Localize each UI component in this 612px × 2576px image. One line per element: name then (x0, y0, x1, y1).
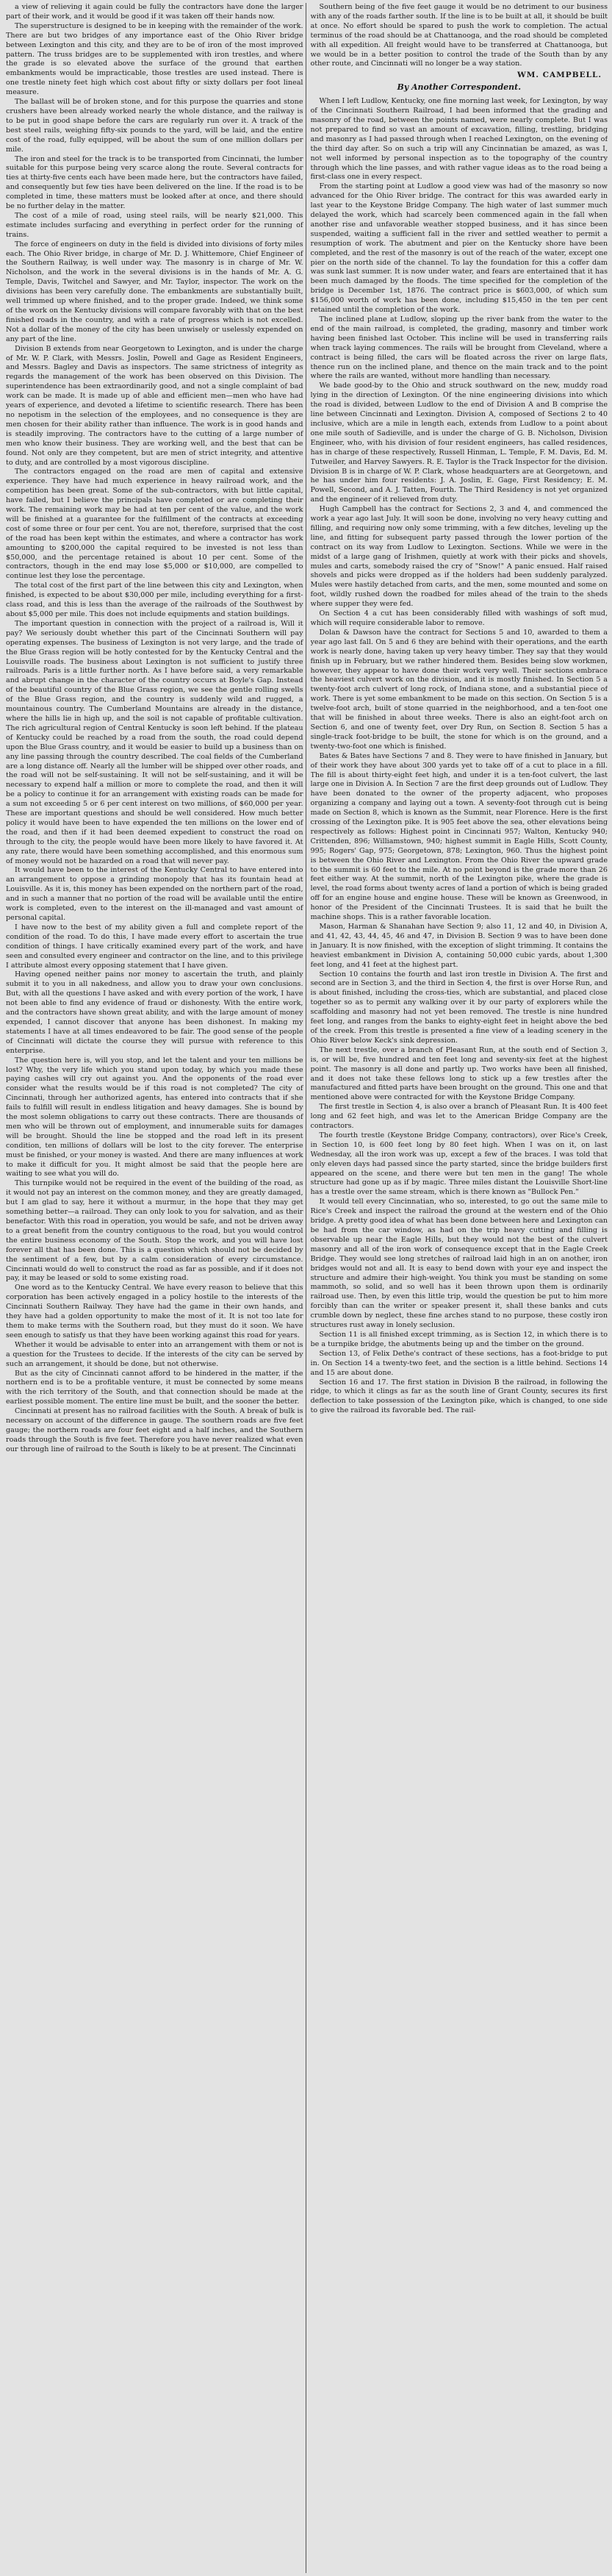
paragraph: Bates & Bates have Sections 7 and 8. They were to have finished in January, but of their work they have about 300 yards yet to take off of a cut to place in a fill. The fill is about thirty-eight feet high, and under it is a ten-foot culvert, the last large one in Division A. In Section 7 are the first deep grounds out of Ludlow. They have been donated to the owner of the property adjacent, who proposes organizing a company and laying out a town. A seventy-foot through cut is being made on Section 8, which is known as the Summit, near Florence. Here is the first crossing of the Lexington pike. It is 905 feet above the sea, other elevations being respectively as follows: Highest point in Cincinnati 957; Walton, Kentucky 940; Crittenden, 896; Williamstown, 940; highest summit in Eagle Hills, Scott County, 995; Rogers' Gap, 975; Georgetown, 878; Lexington, 960. Thus the highest point is between the Ohio River and Lexington. From the Ohio River the upward grade to the summit is 60 feet to the mile. At no point beyond is the grade more than 26 feet either way. At the summit, north of the Lexington pike, where the grade is level, the road forms about twenty acres of land a portion of which is being graded off for an engine house and engine house. These will be known as Greenwood, in honor of the President of the Cincinnati Trustees. It is said that he built the machine shops. This is a rather favorable location. (310, 751, 608, 922)
paragraph: The fourth trestle (Keystone Bridge Company, contractors), over Rice's Creek, in Section 10, is 600 feet long by 80 feet high. When I was on it, on last Wednesday, all the iron work was up, except a few of the braces. I was told that only eleven days had passed since the party started, since the bridge builders first appeared on the scene, and there were but ten men in the gang! The whole structure had gone up as if by magic. Three miles distant the Louisville Short-line has a trestle over the same stream, which is there known as "Bullock Pen." (310, 1131, 608, 1197)
right-column (311, 3, 608, 2576)
paragraph: Southern being of the five feet gauge it would be no detriment to our business with any of the roads farther south. If the line is to be built at all, it should be built at once. No effort should be spared to push the work to completion. The actual terminus of the road should be at Chattanooga, and the road should be completed with all expedition. All freight would have to be transferred at Chattanooga, but we would be in a better position to control the trade of the South than by any other route, and Cincinnati will no longer be a way station. (310, 3, 608, 68)
paragraph: Section 16 and 17. The first station in Division B the railroad, in following the ridge, to which it clings as far as the south line of Grant County, secures its first deflection to take possession of the Lexington pike, which is changed, to one side to give the railroad its favorable bed. The rail- (310, 1378, 608, 1415)
paragraph: The inclined plane at Ludlow, sloping up the river bank from the water to the end of the main railroad, is completed, the grading, masonry and timber work having been finished last October. This incline will be used in transferring rails when track laying commences. The rails will be brought from Cleveland, where a contract is being filled, the cars will be floated across the river on large flats, thence run on the inclined plane, and thence on the main track and to the point where the rails are wanted, without more handling than necessary. (310, 315, 608, 381)
paragraph: Mason, Harman & Shanahan have Section 9; also 11, 12 and 40, in Division A, and 41, 42, 43, 44, 45, 46 and 47, in Division B. Section 9 was to have been done in January. It is now finished, with the exception of slight trimming. It contains the heaviest embankment in Division A, containing 50,000 cubic yards, about 1,300 feet long, and 41 feet at the highest part. (310, 923, 608, 969)
paragraph: Whether it would be advisable to enter into an arrangement with them or not is a question for the Trustees to decide. If the interests of the city can be served by such an arrangement, it should be done, but not otherwise. (6, 1340, 303, 1368)
paragraph: Having opened neither pains nor money to ascertain the truth, and plainly submit it to you in all nakedness, and allow you to draw your own conclusions. But, with all the questions I have asked and with every portion of the work, I have not been able to find any evidence of fraud or dishonesty. With the entire work, and the contractors have shown great ability, and with the large amount of money expended, I cannot discover that anyone has been dishonest. In making my statements I have at all times endeavored to be fair. The good sense of the people of Cincinnati will dictate the course they will pursue with reference to this enterprise. (6, 970, 303, 1055)
paragraph: It would have been to the interest of the Kentucky Central to have entered into an arrangement to oppose a grinding monopoly that has its fountain head at Louisville. As it is, this money has been expended on the northern part of the road, and in such a manner that no portion of the road will be available until the entire work is completed, even to the interest on the ill-managed and vast amount of personal capital. (6, 866, 303, 922)
left-column (6, 3, 303, 2576)
paragraph: The next trestle, over a branch of Pleasant Run, at the south end of Section 3, is, or will be, five hundred and ten feet long and seventy-six feet at the highest point. The masonry is all done and partly up. Two works have been all finished, and it does not take these fellows long to stick up a few trestles after the manufactured and fitted parts have been brought on the ground. This one and that mentioned above were contracted for with the Keystone Bridge Company. (310, 1045, 608, 1102)
paragraph: Cincinnati at present has no railroad facilities with the South. A break of bulk is necessary on account of the difference in gauge. The southern roads are five feet gauge; the northern roads are four feet eight and a half inches, and the Southern roads through the South is five feet. Therefore you have never realized what even our through line of railroad to the South is likely to be at present. The Cincinnati (6, 1407, 303, 1453)
paragraph: The force of engineers on duty in the field is divided into divisions of forty miles each. The Ohio River bridge, in charge of Mr. D. J. Whittemore, Chief Engineer of the Southern Railway, is well under way. The masonry is in charge of Mr. W. Nicholson, and the work in the several divisions is in the hands of Mr. A. G. Temple, Davis, Twitchel and Sawyer, and Mr. Taylor, inspector. The work on the divisions has been very carefully done. The embankments are substantially built, well trimmed up where finished, and to the proper grade. Indeed, we think some of the work on the Kentucky divisions will compare favorably with that on the best finished roads in the country, and with a rate of progress which is not excelled. Not a dollar of the money of the city has been unwisely or uselessly expended on any part of the line. (6, 240, 303, 343)
paragraph: The cost of a mile of road, using steel rails, will be nearly $21,000. This estimate includes surfacing and everything in perfect order for the running of trains. (6, 211, 303, 239)
paragraph: Dolan & Dawson have the contract for Sections 5 and 10, awarded to them a year ago last fall. On 5 and 6 they are behind with their operations, and the earth work is nearly done, having taken up very heavy timber. They say that they would finish up in February, but we rather hindered them. Besides being slow workmen, however, they appear to have done their work very well. Their sections embrace the heaviest culvert work on the division, and it is mostly finished. In Section 5 a twenty-foot arch culvert of long rock, of Indiana stone, and a substantial piece of work. There is yet some embankment to be made on this section. On Section 5 is a twelve-foot arch, built of stone quarried in the neighborhood, and a ten-foot one that will be finished in about three weeks. There is also an eight-foot arch on Section 6, and one of twenty feet, over Dry Run, on Section 8. Section 5 has a single-track foot-bridge to be built, the stone for which is on the ground, and a twenty-two-foot one which is finished. (310, 628, 608, 751)
paragraph: Section 13, of Felix Dethe's contract of these sections, has a foot-bridge to put in. On Section 14 a twenty-two feet, and the section is a little behind. Sections 14 and 15 are about done. (310, 1349, 608, 1377)
paragraph: The first trestle in Section 4, is also over a branch of Pleasant Run. It is 400 feet long and 62 feet high, and was let to the American Bridge Company are the contractors. (310, 1103, 608, 1131)
paragraph: Division B extends from near Georgetown to Lexington, and is under the charge of Mr. W. P. Clark, with Messrs. Joslin, Powell and Gage as Resident Engineers, and Messrs. Bagley and Davis as inspectors. The same strictness of integrity as regards the management of the work has been observed on this Division. The superintendence has been extraordinarily good, and not a single complaint of bad work can be made. It is made up of able and efficient men—men who have had years of experience, and devoted a lifetime to scientific research. There has been no nepotism in the selection of the employees, and no consequence is they are men chosen for their ability rather than influence. The work is in good hands and is steadily improving. The contractors have to the cutting of a large number of men who know their business. They are working well, and the best that can be found. Not only are they competent, but are men of strict integrity, and attentive to duty, and are controlled by a most vigorous discipline. (6, 344, 303, 467)
paragraph: When I left Ludlow, Kentucky, one fine morning last week, for Lexington, by way of the Cincinnati Southern Railroad, I had been informed that the grading and masonry of the road, between the points named, were nearly complete. But I was not prepared to find so vast an amount of excavation, filling, trestling, bridging and masonry as I had passed through when I reached Lexington, on the evening of the third day after. So on such a trip will any Cincinnatian be amazed, as was I, not well informed by personal inspection as to the topography of the country through which the line passes, and with rather vague ideas as to the road being a first-class one in every respect. (310, 97, 608, 182)
paragraph: The ballast will be of broken stone, and for this purpose the quarries and stone crushers have been already worked nearly the whole distance, and the railway is to be put in good shape before the cars are regularly run over it. A track of the best steel rails, weighing fifty-six pounds to the yard, will be laid, and the entire cost of the road, fully equipped, will be about the sum of one million dollars per mile. (6, 98, 303, 154)
paragraph: I have now to the best of my ability given a full and complete report of the condition of the road. To do this, I have made every effort to ascertain the true condition of things. I have critically examined every part of the work, and have seen and consulted every engineer and contractor on the line, and to this privilege I attribute almost every opposing statement that I have given. (6, 923, 303, 970)
paragraph: But as the city of Cincinnati cannot afford to be hindered in the matter, if the northern end is to be a profitable venture, it must be connected by some means with the rich territory of the South, and that connection should be made at the earliest possible moment. The entire line must be built, and the sooner the better. (6, 1369, 303, 1406)
paragraph: The contractors engaged on the road are men of capital and extensive experience. They have had much experience in heavy railroad work, and the competition has been great. Some of the sub-contractors, with but little capital, have failed, but I believe the principals have completed or are completing their work. The remaining work may be had at ten per cent of the value, and the work will be finished at a guarantee for the fulfillment of the contracts at exceeding cost of some three or four per cent. You are not, therefore, surprised that the cost of the road has been kept within the estimates, and where a contractor has work amounting to $200,000 the capital required to be invested is not less than $50,000, and the percentage retained is about 10 per cent. Some of the contractors, though in the end may lose $5,000 or $10,000, are compelled to continue lest they lose the percentage. (6, 468, 303, 581)
paragraph: The important question in connection with the project of a railroad is, Will it pay? We seriously doubt whether this part of the Cincinnati Southern will pay operating expenses. The business of Lexington is not very large, and the trade of the Blue Grass region will be hotly contested for by the Kentucky Central and the Louisville roads. The business about Lexington is not sufficient to justify three railroads. Paris is a little further north. As I have before said, a very remarkable and abrupt change in the character of the country occurs at Boyle's Gap. Instead of the beautiful country of the Blue Grass region, we see the gentle rolling swells of the Blue Grass region, and the country is suddenly wild and rugged, a mountainous country. The Cumberland Mountains are already in the distance, where the hills lie in high up, and the soil is not capable of profitable cultivation. The rich agricultural region of Central Kentucky is soon left behind. If the plateau of Kentucky could be reached by a road from the south, the road could depend upon the Blue Grass country, and it would be easier to build up a business than on any line passing through the country described. The coal fields of the Cumberland are a long distance off. Nearly all the lumber will be shipped over other roads, and the road will not be self-sustaining. It will not be self-sustaining, and it will be necessary to expend half a million or more to complete the road, and then it will be a policy to continue it for an arrangement with existing roads can be made for a sum not exceeding 5 or 6 per cent interest on two millions, of $60,000 per year. These are important questions and should be well considered. How much better policy it would have been to have expended the ten millions on the lower end of the road, and then if it had been deemed expedient to construct the road on through to the city, the people would have been more likely to have favored it. At any rate, there would have been something accomplished, and this enormous sum of money would not be hazarded on a road that will never pay. (6, 619, 303, 865)
section-subhead: By Another Correspondent. (397, 82, 522, 93)
paragraph: From the starting point at Ludlow a good view was had of the masonry so now advanced for the Ohio River bridge. The contract for this was awarded early in last year to the Keystone Bridge Company. The high water of last summer much delayed the work, which had scarcely been commenced again in the fall when another rise and unfavorable weather stopped business, and it has since been suspended, waiting a sufficient fall in the river and settled weather to permit a resumption of work. The abutment and pier on the Kentucky shore have been completed, and the rest of the masonry is out of the reach of the water, except one pier on the north side of the channel. To lay the foundation for this a coffer dam was sunk last summer. It is now under water, and fears are entertained that it has been much damaged by the floods. The time specified for the completion of the bridge is December 1st, 1876. The contract price is $603,000, of which sum $156,000 worth of work has been done, including $15,450 in the ten per cent retained until the completion of the work. (310, 182, 608, 315)
paragraph: The iron and steel for the track is to be transported from Cincinnati, the lumber suitable for this purpose being very scarce along the route. Several contracts for ties at thirty-five cents each have been made here, but the contractors have failed, and consequently but few ties have been delivered on the line. If the road is to be completed in time, these matters must be looked after at once, and there should be no further delay in the matter. (6, 154, 303, 211)
paragraph: On Section 4 a cut has been considerably filled with washings of soft mud, which will require considerable labor to remove. (310, 609, 608, 627)
paragraph: The question here is, will you stop, and let the talent and your ten millions be lost? Why, the very life which you stand upon today, by which you made these paying cashes will cry out against you. And the opponents of the road ever consider what the results would be if this road is not completed? The city of Cincinnati, through her authorized agents, has entered into contracts that if she fails to fulfill will result in endless litigation and heavy damages. She is bound by the most solemn obligations to carry out these contracts. There are thousands of men who will be thrown out of employment, and innumerable suits for damages will be brought. Should the line be stopped and the road left in its present condition, ten millions of dollars will be lost to the city forever. The enterprise must be finished, or your money is wasted. And there are many influences at work to make it difficult for you. It might almost be said that the people here are waiting to see what you will do. (6, 1056, 303, 1178)
paragraph: Section 11 is all finished except trimming, as is Section 12, in which there is to be a turnpike bridge, the abutments being up and the timber on the ground. (310, 1330, 608, 1348)
paragraph: It would tell every Cincinnatian, who so, interested, to go out the same mile to Rice's Creek and inspect the railroad the ground at the western end of the Ohio bridge. A pretty good idea of what has been done between here and Lexington can be had from the car window, as had on the trip heavy cutting and filling is observable up near the Eagle Hills, but they would not the best of the culvert masonry and all of the iron work of consequence except that in the Eagle Creek Bridge. They would see long stretches of railroad laid high in an on another, iron bridges would not and all. It is easy to bend down with your eye and inspect the structure and admire their high-weight. You think you must be standing on some mammoth, so solid, and so well has it been thrown upon them is ordinarily railroad use. Then, by even this little trip, would the question be put to him more forcibly than can the writer or speaker present it, shall these banks and cuts crumble down by neglect, these fine arches stand to no purpose, these costly iron structures rust away in lonely seclusion. (310, 1198, 608, 1330)
paragraph: a view of relieving it again could be fully the contractors have done the larger part of their work, and it would be good if it was taken off their hands now. (6, 3, 303, 21)
paragraph: Section 10 contains the fourth and last iron trestle in Division A. The first and second are in Section 3, and the third in Section 4, the first is over Horse Run, and is about finished, including the cross-ties, which are substantial, and placed close together so as to permit any walking over it by our party of explorers while the scaffolding and masonry had not yet been removed. The trestle is nine hundred feet long, and ranges from the banks to eighty-eight feet in height above the bed of the creek. From this trestle is presented a fine view of a leading scenery in the Ohio River below Keck's sink depression. (310, 970, 608, 1045)
paragraph: The total cost of the first part of the line between this city and Lexington, when finished, is expected to be about $30,000 per mile, including everything for a first-class road, and this is less than the average of the railroads of the Southwest by about $5,000 per mile. This does not include equipments and station buildings. (6, 582, 303, 618)
paragraph: This turnpike would not be required in the event of the building of the road, as it would not pay an interest on the common money, and they are greatly damaged, but I am glad to say, here it without a murmur, in the hope that they may get something better—a railroad. They can only look to you for salvation, and as their benefactor. With this road in operation, you would be safe, and not be driven away to a great benefit from the country contiguous to the road, but you would control the entire business economy of the South. Stop the work, and you will have lost forever all that has been done. This is a question which should not be decided by the sentiment of a few, but by a calm consideration of every circumstance. Cincinnati would do well to construct the road as far as possible, and if it does not pay, it may be leased or sold to some existing road. (6, 1179, 303, 1283)
paragraph: The superstructure is designed to be in keeping with the remainder of the work. There are but two bridges of any importance east of the Ohio River bridge between Lexington and this city, and they are to be of iron of the most improved pattern. The truss bridges are to be supplemented with iron trestles, and where the grade is so elevated above the surface of the ground that earthen embankments would be impracticable, those trestles are used instead. There is one trestle ninety feet high which cost about fifty or sixty dollars per foot lineal measure. (6, 21, 303, 97)
paragraph: One word as to the Kentucky Central. We have every reason to believe that this corporation has been actively engaged in a policy hostile to the interests of the Cincinnati Southern Railway. They have had the game in their own hands, and they have had a golden opportunity to make the most of it. It is not too late for them to make terms with the Southern road, but they must do it soon. We have seen enough to satisfy us that they have been working against this road for years. (6, 1284, 303, 1339)
signature-campbell: WM. CAMPBELL. (516, 71, 602, 80)
paragraph: Hugh Campbell has the contract for Sections 2, 3 and 4, and commenced the work a year ago last July. It will soon be done, involving no very heavy cutting and filling, and requiring now only some trimming, with a few ditches, leveling up the line, and fitting for subsequent party passed through the lower portion of the contract on its way from Ludlow to Lexington. Sections. While we were in the midst of a large gang of Irishmen, quietly at work with their picks and shovels, mules and carts, somebody raised the cry of "Snow!" A panic ensued. Half raised shovels and picks were dropped as if the holders had been suddenly paralyzed. Mules were hastily detached from carts, and the men, some mounted and some on foot, wildly rushed down the roadbed for miles ahead of the train to the sheds where supper they were fed. (310, 505, 608, 609)
paragraph: We bade good-by to the Ohio and struck southward on the new, muddy road lying in the direction of Lexington. Of the nine engineering divisions into which the road is divided, between Ludlow to the end of Division A and B comprise the line between Cincinnati and Lexington. Division A, composed of Sections 2 to 40 inclusive, which are a mile in length each, extends from Ludlow to a point about one mile south of Sadieville, and is under the charge of G. B. Nicholson, Division Engineer, who, with his division of four resident engineers, has called residences, has in charge of these respectively, Russell Hinman, L. Temple, F. M. Davis, Ed. M. Tutweiler, and Harvey Sawyers. R. E. Taylor is the Track Inspector for the division. Division B is in charge of W. P. Clark, whose headquarters are at Georgetown, and he has under him four residents: J. A. Joslin, E. Gage, First Residency; E. M. Powell, Second, and A. J. Tatten, Fourth. The Third Residency is not yet organized and the engineer of it relieved from duty. (310, 382, 608, 504)
